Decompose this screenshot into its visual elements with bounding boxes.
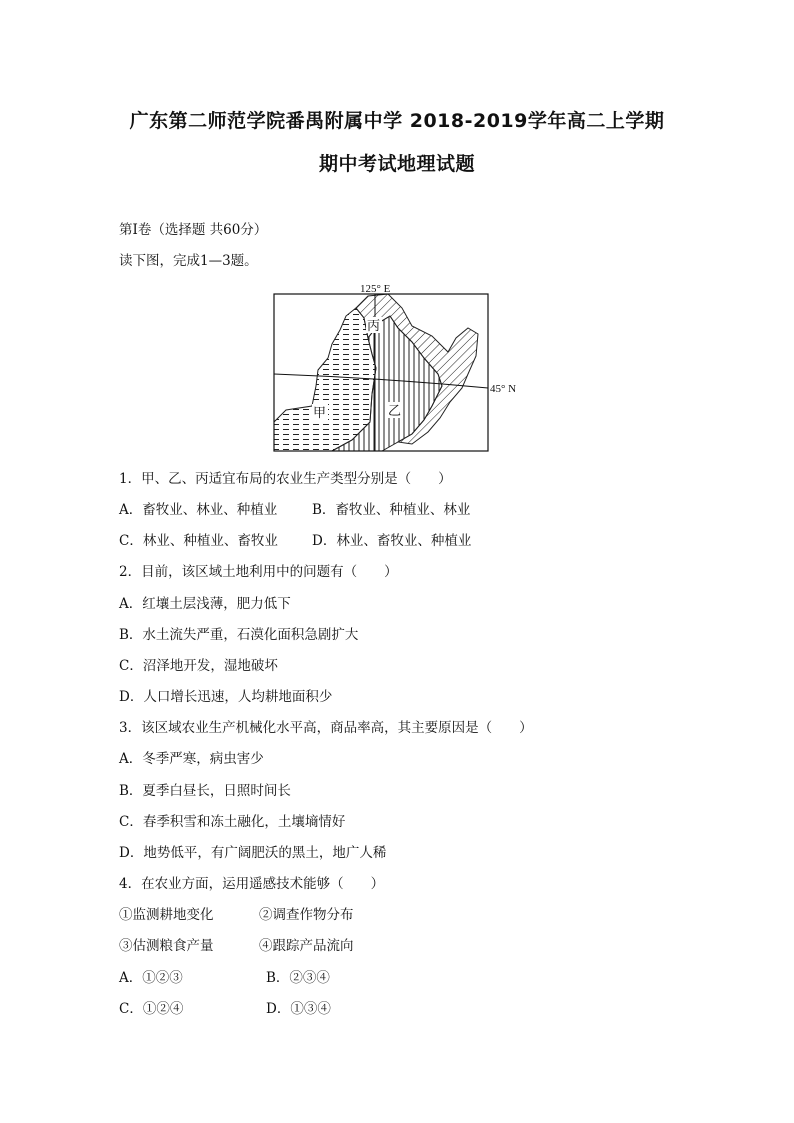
statement-3: ③估测粮食产量 — [119, 938, 214, 954]
statement-4: ④跟踪产品流向 — [259, 938, 354, 954]
option-a: A．冬季严寒，病虫害少 — [119, 751, 264, 767]
statement-1: ①监测耕地变化 — [119, 907, 214, 923]
question-stem: 2．目前，该区域土地利用中的问题有（ ） — [119, 564, 398, 580]
option-c: C．春季积雪和冻土融化，土壤墒情好 — [119, 814, 346, 830]
option-d: D．林业、畜牧业、种植业 — [312, 533, 472, 549]
question-stem: 4．在农业方面，运用遥感技术能够（ ） — [119, 876, 385, 892]
region-jia-area — [274, 308, 376, 451]
title-line-1: 广东第二师范学院番禺附属中学 2018-2019学年高二上学期 — [129, 110, 665, 132]
section-heading: 第Ⅰ卷（选择题 共60分） — [119, 222, 268, 238]
option-a: A．①②③ — [119, 970, 183, 986]
option-d: D．人口增长迅速，人均耕地面积少 — [119, 689, 333, 705]
option-b: B．水土流失严重，石漠化面积急剧扩大 — [119, 627, 359, 643]
option-c: C．沼泽地开发，湿地破坏 — [119, 658, 278, 674]
region-yi-label: 乙 — [388, 404, 402, 419]
option-b: B．②③④ — [266, 970, 330, 986]
map-instruction: 读下图，完成1—3题。 — [119, 253, 258, 269]
parallel-label: 45° N — [490, 383, 517, 395]
option-a: A．红壤土层浅薄，肥力低下 — [119, 596, 291, 612]
option-b: B．畜牧业、种植业、林业 — [312, 502, 471, 518]
option-b: B．夏季白昼长，日照时间长 — [119, 783, 291, 799]
title-line-2: 期中考试地理试题 — [318, 153, 475, 175]
region-bing-label: 丙 — [367, 319, 381, 334]
question-stem: 1．甲、乙、丙适宜布局的农业生产类型分别是（ ） — [119, 471, 452, 487]
option-c: C．①②④ — [119, 1001, 184, 1017]
statement-2: ②调查作物分布 — [259, 907, 354, 923]
region-jia-label: 甲 — [313, 406, 327, 421]
option-d: D．地势低平，有广阔肥沃的黑土，地广人稀 — [119, 845, 387, 861]
option-a: A．畜牧业、林业、种植业 — [119, 502, 278, 518]
region-map — [272, 282, 522, 454]
meridian-label: 125° E — [360, 283, 391, 295]
option-c: C．林业、种植业、畜牧业 — [119, 533, 278, 549]
question-stem: 3．该区域农业生产机械化水平高，商品率高，其主要原因是（ ） — [119, 720, 533, 736]
option-d: D．①③④ — [266, 1001, 331, 1017]
